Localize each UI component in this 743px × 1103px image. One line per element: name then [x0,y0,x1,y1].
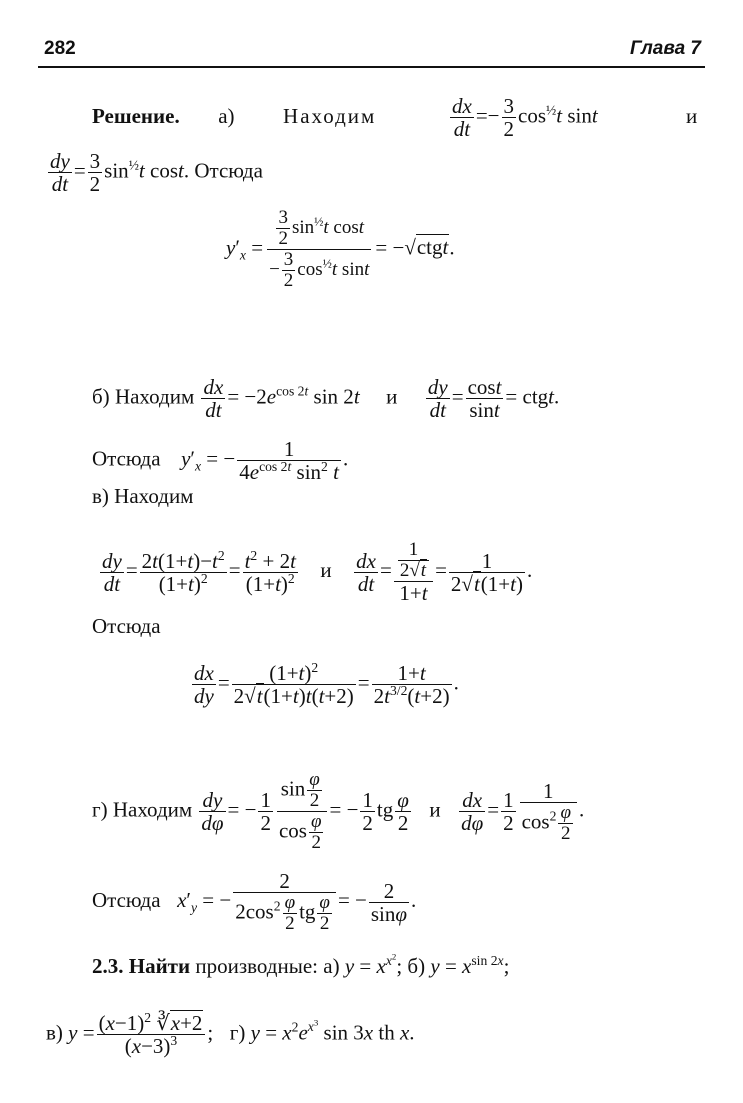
part-a-line1 [92,104,376,128]
part-v-label-line [92,484,193,508]
part-a-label: а) [218,104,235,128]
hence-word-g: Отсюда [92,887,161,912]
find-word-g: Находим [112,797,193,822]
formula-dx-dy-v: $\frac{dx}{dy}$ = $\frac{(1+t)^2}{2√t(1+t)t(t+2)}$ = $\frac{1+t}{2t^{3/2}(t+2)}$ . [194,660,459,708]
find-word: Находим [283,104,377,128]
part-b-result: Отсюда $y'_x$ = − $\frac{1}{4e^{cos 2t} \sin^2 t}$ . [92,437,349,484]
task-v-label: в) [46,1020,63,1045]
formula-dy-dt-a: $\frac{dy}{dt}$ = $\frac{3}{2}$ $\sin^{\frac{1}{2}}t$ cost. Отсюда [50,149,263,196]
part-g-label: г) [92,797,108,822]
solution-label: Решение. [92,104,180,128]
chapter-title: Глава 7 [630,38,701,59]
part-g-line: г) Находим $\frac{dy}{d\varphi}$ = − $\frac{1}{2}$ sin $\frac{\varphi}{2}$ cos $\frac{\varphi}{2}$ = − $\frac{1}{2}$ tg $\frac{\varphi}{2}$ и $\frac{dx}{d\varphi}$ = $\frac{1}{2}$ 1 $\cos^2$ $\frac{\varphi}{2}$ . [92,769,585,853]
and-word-g: и [429,797,441,822]
part-v-label: в) [92,484,109,508]
problem-2-3-line2: в) y = $\frac{(x-1)^2 ∛x+2}{(x-3)^3}$ ; г) $y = x^2e^{x^3}$ sin 3x th x. [46,1010,415,1058]
find-word-b: Находим [114,384,195,409]
part-b-line: б) Находим $\frac{dx}{dt}$ = $-2e^{cos 2t}$ sin 2t и $\frac{dy}{dt}$ = $\frac{\cos t}{\sin t}$ = ctgt. [92,375,560,422]
part-v-formulas: $\frac{dy}{dt}$ = $\frac{2t(1+t)-t^2}{(1+t)^2}$ = $\frac{t^2 + 2t}{(1+t)^2}$ и $\frac{dx}{dt}$ = $\frac{\frac{1}{2√t}}{1+t}$ = $\frac{1}{2√t(1+t)}$ . [102,539,533,605]
task-b-label: б) [407,954,426,978]
task-number: 2.3. [92,954,124,978]
task-g-label: г) [229,1020,246,1045]
hence-word-v: Отсюда [92,614,161,638]
hence-word-b: Отсюда [92,446,161,471]
task-rest: производные: [195,954,318,978]
running-header [38,36,705,68]
and-word-v: и [320,557,332,582]
problem-2-3: 2.3. Найти производные: а) $y = x^{x^2}$; б) $y = x^{sin 2x}$; [92,951,510,978]
and-word-a: и [686,104,698,128]
and-word-b: и [386,384,398,409]
find-word-v: Находим [114,484,194,508]
page-number: 282 [44,38,76,59]
hence-word-a: Отсюда [194,158,263,183]
part-b-label: б) [92,384,110,409]
formula-dx-dt-a: $\frac{dx}{dt}$ =− $\frac{3}{2}$ $\cos^{\frac{1}{2}}t$ sint [452,94,598,141]
task-a-label: а) [323,954,340,978]
formula-yx-a: $y'_x$ = $\frac{3}{2}$ $\sin^{\frac{1}{2}}t$ cost − $\frac{3}{2}$ $\cos^{\frac{1}{2}}t$ sint = −√ctgt. [226,207,455,291]
part-g-result: Отсюда $x'_y$ = − 2 $2\cos^2$ $\frac{\varphi}{2}$ tg $\frac{\varphi}{2}$ = − $\frac{2}{\sin\varphi}$ . [92,869,417,934]
task-bold: Найти [128,954,191,978]
